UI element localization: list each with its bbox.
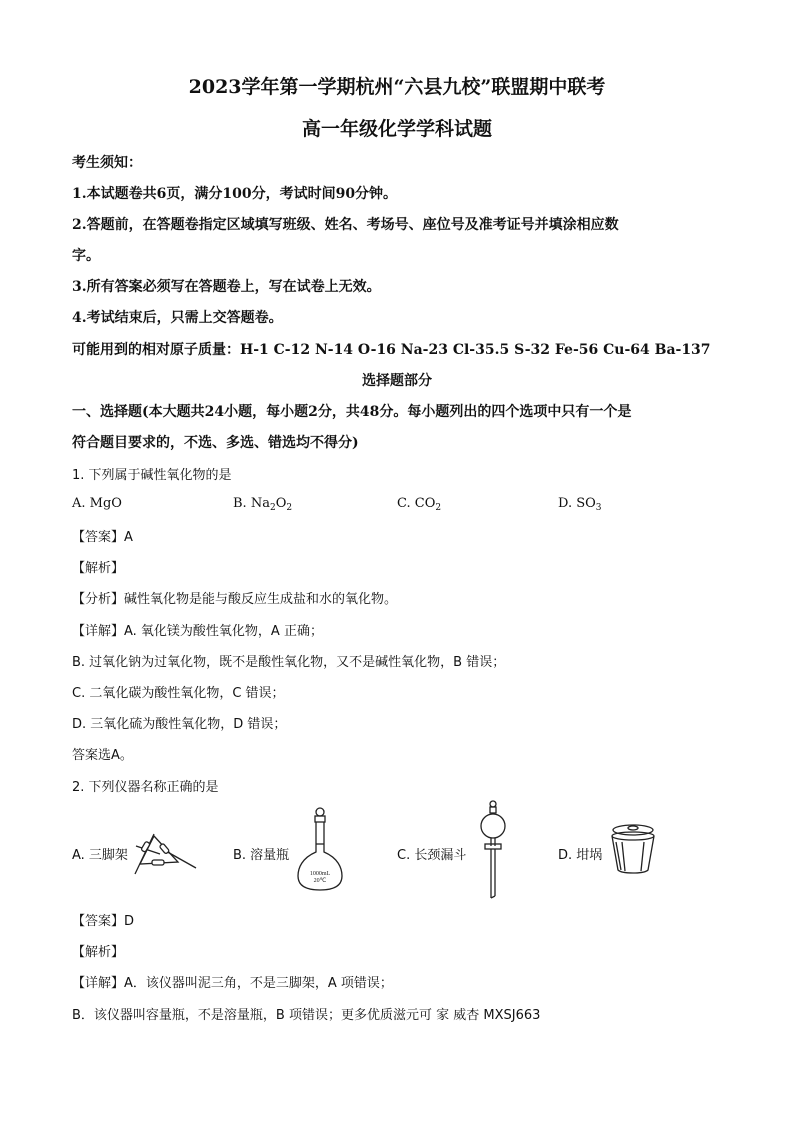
q2-option-d: D. 坩埚	[558, 848, 603, 863]
q2-analysis-label: 【解析】	[72, 945, 125, 960]
q1-detail-a: 【详解】A. 氧化镁为酸性氧化物，A 正确；	[72, 624, 323, 639]
q2-answer: 【答案】D	[72, 914, 135, 929]
q2-option-b: B. 溶量瓶	[233, 848, 290, 863]
q1-option-c: C. $CO_2$	[397, 496, 442, 513]
section-title: 选择题部分	[362, 373, 432, 389]
q1-option-a: A. MgO	[72, 496, 122, 511]
q1-analysis-label: 【解析】	[72, 561, 125, 576]
notice-item-2: 2.答题前，在答题卷指定区域填写班级、姓名、考场号、座位号及准考证号并填涂相应数	[72, 217, 619, 233]
q2-stem: 2. 下列仪器名称正确的是	[72, 780, 219, 795]
q1-option-b: B. $Na_2O_2$	[233, 496, 293, 513]
volumetric-flask-icon	[294, 806, 346, 894]
flask-temp-label: 20℃	[313, 878, 327, 884]
part1-instruction-2: 符合题目要求的，不选、多选、错选均不得分)	[72, 435, 359, 451]
exam-title: 2023学年第一学期杭州“六县九校”联盟期中联考	[188, 76, 606, 98]
q1-conclusion: 答案选A。	[72, 748, 133, 763]
q1-stem: 1. 下列属于碱性氧化物的是	[72, 468, 232, 483]
notice-heading: 考生须知：	[72, 155, 142, 171]
clay-triangle-icon	[134, 824, 198, 880]
notice-item-4: 4.考试结束后，只需上交答题卷。	[72, 310, 283, 326]
part1-instruction-1: 一、选择题(本大题共24小题，每小题2分，共48分。每小题列出的四个选项中只有一个是	[72, 404, 632, 420]
q2-option-c: C. 长颈漏斗	[397, 848, 467, 863]
q1-detail-b: B. 过氧化钠为过氧化物，既不是酸性氧化物，又不是碱性氧化物，B 错误；	[72, 655, 506, 670]
notice-item-2-cont: 字。	[72, 248, 100, 264]
flask-volume-label: 1000mL	[309, 871, 331, 877]
notice-item-1: 1.本试题卷共6页，满分100分，考试时间90分钟。	[72, 186, 398, 202]
q1-analysis: 【分析】碱性氧化物是能与酸反应生成盐和水的氧化物。	[72, 592, 398, 607]
q2-option-a: A. 三脚架	[72, 848, 128, 863]
exam-subtitle: 高一年级化学学科试题	[301, 118, 492, 140]
q1-option-d: D. $SO_3$	[558, 496, 602, 513]
q1-detail-d: D. 三氧化硫为酸性氧化物，D 错误；	[72, 717, 287, 732]
atomic-masses: 可能用到的相对原子质量：H-1 C-12 N-14 O-16 Na-23 Cl-35.5 S-32 Fe-56 Cu-64 Ba-137	[72, 342, 711, 358]
q2-detail-b: B．该仪器叫容量瓶，不是溶量瓶，B 项错误；更多优质滋元可 家 威杏 MXSJ663	[72, 1008, 541, 1023]
notice-item-3: 3.所有答案必须写在答题卷上，写在试卷上无效。	[72, 279, 381, 295]
crucible-icon	[608, 824, 658, 876]
q1-answer: 【答案】A	[72, 530, 133, 545]
q2-detail-a: 【详解】A．该仪器叫泥三角，不是三脚架，A 项错误；	[72, 976, 393, 991]
q1-detail-c: C. 二氧化碳为酸性氧化物，C 错误；	[72, 686, 285, 701]
funnel-icon	[478, 800, 508, 900]
